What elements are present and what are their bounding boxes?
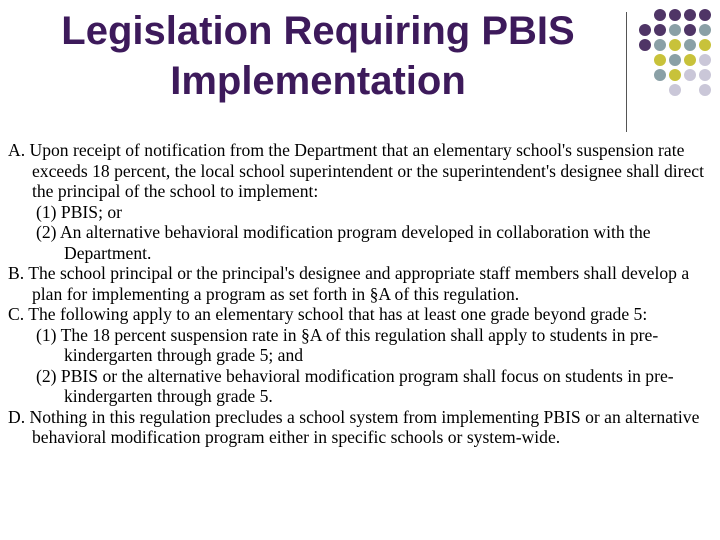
decor-dot — [654, 69, 666, 81]
decor-dot — [669, 54, 681, 66]
decor-dot — [639, 24, 651, 36]
decor-dot — [654, 9, 666, 21]
regulation-subitem: (1) PBIS; or — [36, 201, 123, 222]
regulation-item: D. Nothing in this regulation precludes a school system from implementing PBIS or an alternative behavioral modification program either in specific schools or system-wide. — [8, 406, 700, 447]
decorative-dot-grid — [639, 9, 714, 99]
decor-dot — [669, 39, 681, 51]
decor-dot — [699, 84, 711, 96]
regulation-subitem: (2) PBIS or the alternative behavioral modification program shall focus on students in pre-kindergarten through grade 5. — [36, 365, 674, 406]
decor-dot — [654, 39, 666, 51]
decor-dot — [639, 9, 651, 21]
decor-dot — [669, 84, 681, 96]
decor-dot — [669, 9, 681, 21]
decor-dot — [684, 24, 696, 36]
decor-dot — [654, 84, 666, 96]
title-line-2: Implementation — [170, 59, 466, 103]
decor-dot — [684, 69, 696, 81]
regulation-item: B. The school principal or the principal's designee and appropriate staff members shall develop a plan for implementing a program as set forth in §A of this regulation. — [8, 263, 690, 304]
regulation-item: C. The following apply to an elementary school that has at least one grade beyond grade 5: — [8, 304, 648, 324]
decor-dot — [639, 39, 651, 51]
decor-dot — [654, 54, 666, 66]
decor-dot — [684, 54, 696, 66]
decor-dot — [699, 24, 711, 36]
decor-dot — [669, 24, 681, 36]
regulation-item: A. Upon receipt of notification from the Department that an elementary school's suspension rate exceeds 18 percent, the local school superintendent or the superintendent's designee shall direct the principal of the school to implement: — [8, 140, 704, 201]
decor-dot — [639, 54, 651, 66]
decor-dot — [699, 54, 711, 66]
decor-dot — [699, 39, 711, 51]
decor-dot — [639, 84, 651, 96]
regulation-subitem: (2) An alternative behavioral modification program developed in collaboration with the Department. — [36, 222, 651, 263]
decor-dot — [669, 69, 681, 81]
divider-line — [626, 12, 627, 132]
slide-title — [18, 6, 618, 106]
decor-dot — [654, 24, 666, 36]
decor-dot — [684, 39, 696, 51]
decor-dot — [699, 9, 711, 21]
decor-dot — [684, 9, 696, 21]
decor-dot — [699, 69, 711, 81]
decor-dot — [639, 69, 651, 81]
title-line-1: Legislation Requiring PBIS — [61, 9, 575, 53]
decor-dot — [684, 84, 696, 96]
regulation-subitem: (1) The 18 percent suspension rate in §A of this regulation shall apply to students in pre-kindergarten through grade 5; and — [36, 324, 659, 365]
slide-body — [4, 140, 718, 448]
